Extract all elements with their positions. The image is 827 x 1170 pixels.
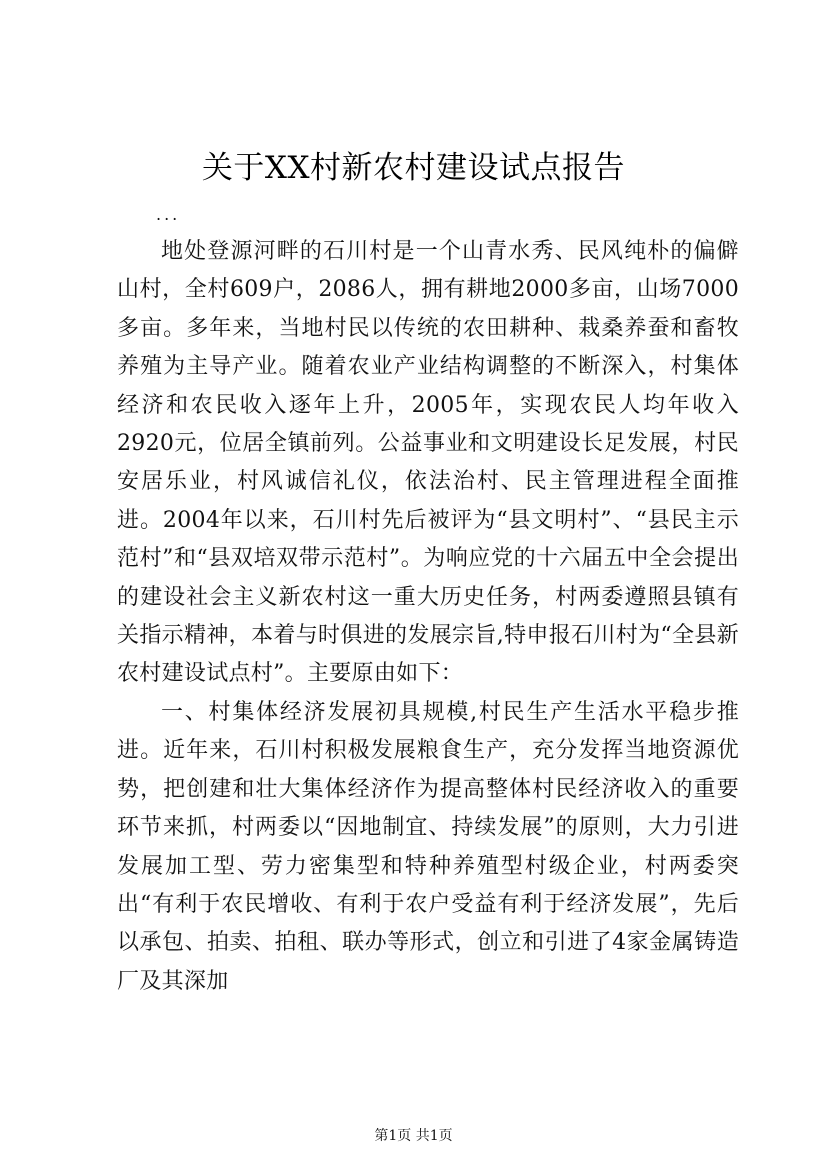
page-footer: 第1页 共1页	[374, 1128, 453, 1144]
ellipsis-mark: ...	[156, 205, 181, 224]
document-body	[117, 233, 739, 1001]
paragraph-point-one: 一、村集体经济发展初具规模,村民生产生活水平稳步推进。近年来，石川村积极发展粮食生产，充分发挥当地资源优势，把创建和壮大集体经济作为提高整体村民经济收入的重要环节来抓，村两委以“因地制宜、持续发展”的原则，大力引进发展加工型、劳力密集型和特种养殖型村级企业，村两委突出“有利于农民增收、有利于农户受益有利于经济发展”，先后以承包、拍卖、拍租、联办等形式，创立和引进了4家金属铸造厂及其深加	[117, 699, 739, 994]
document-title: 关于XX村新农村建设试点报告	[201, 150, 626, 186]
paragraph-intro: 地处登源河畔的石川村是一个山青水秀、民风纯朴的偏僻山村，全村609户，2086人，拥有耕地2000多亩，山场7000多亩。多年来，当地村民以传统的农田耕种、栽桑养蚕和畜牧养殖为主导产业。随着农业产业结构调整的不断深入，村集体经济和农民收入逐年上升，2005年，实现农民人均年收入2920元，位居全镇前列。公益事业和文明建设长足发展，村民安居乐业，村风诚信礼仪，依法治村、民主管理进程全面推进。2004年以来，石川村先后被评为“县文明村”、“县民主示范村”和“县双培双带示范村”。为响应党的十六届五中全会提出的建设社会主义新农村这一重大历史任务，村两委遵照县镇有关指示精神，本着与时俱进的发展宗旨,特申报石川村为“全县新农村建设试点村”。主要原由如下：	[117, 239, 739, 687]
